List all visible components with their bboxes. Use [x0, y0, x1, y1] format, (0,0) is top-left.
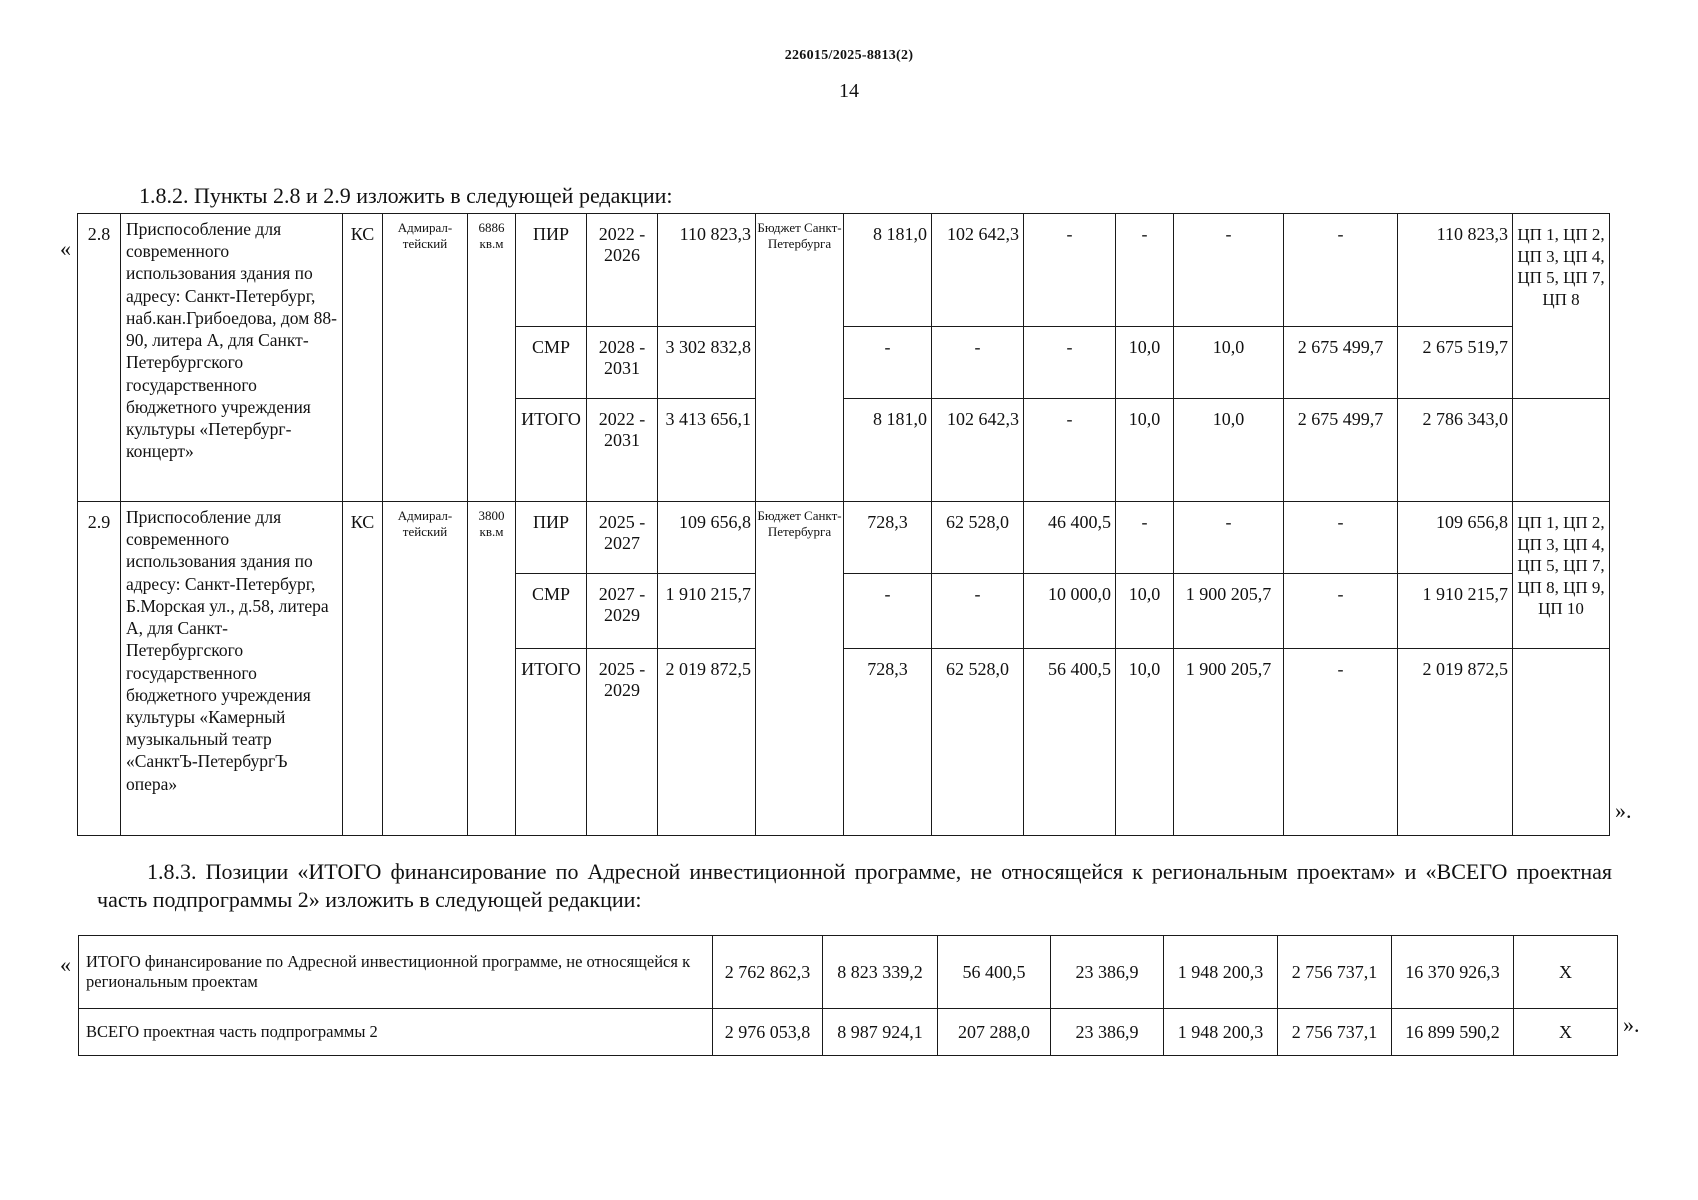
cp-list: ЦП 1, ЦП 2, ЦП 3, ЦП 4, ЦП 5, ЦП 7, ЦП 8, ЦП 9, ЦП 10 [1513, 502, 1610, 649]
totals-value: 2 976 053,8 [713, 1009, 823, 1056]
value-cell: 2 019 872,5 [1398, 649, 1513, 836]
value-cell: 10,0 [1116, 574, 1174, 649]
value-cell: 102 642,3 [932, 214, 1024, 327]
table-row [78, 214, 1610, 327]
totals-value: 2 756 737,1 [1278, 936, 1392, 1009]
value-cell: - [844, 327, 932, 399]
value-cell: 2 675 519,7 [1398, 327, 1513, 399]
closing-quote-table-2: ». [1623, 1012, 1640, 1037]
stage-cell: СМР [516, 327, 587, 399]
value-cell: - [844, 574, 932, 649]
value-cell: 728,3 [844, 502, 932, 574]
value-cell: 10 000,0 [1024, 574, 1116, 649]
item-name: Приспособление для современного использования здания по адресу: Санкт-Петербург, Б.Морская ул., д.58, литера А, для Санкт-Петербургского государственного бюджетного учреждения культуры «Камерный музыкальный театр «СанктЪ-ПетербургЪ опера» [121, 502, 343, 836]
item-district: Адмирал-тейский [383, 502, 468, 836]
item-number: 2.8 [78, 214, 121, 502]
paragraph-1-8-3: 1.8.3. Позиции «ИТОГО финансирование по Адресной инвестиционной программе, не относящейся к региональным проектам» и «ВСЕГО проектная часть подпрограммы 2» изложить в следующей редакции: [97, 859, 1612, 912]
table-row [79, 936, 1618, 1009]
item-number: 2.9 [78, 502, 121, 836]
value-cell: - [1024, 214, 1116, 327]
totals-value: 1 948 200,3 [1164, 1009, 1278, 1056]
value-cell: 2 786 343,0 [1398, 399, 1513, 502]
totals-value: Х [1514, 1009, 1618, 1056]
cp-list: ЦП 1, ЦП 2, ЦП 3, ЦП 4, ЦП 5, ЦП 7, ЦП 8 [1513, 214, 1610, 399]
item-district: Адмирал-тейский [383, 214, 468, 502]
value-cell: 10,0 [1116, 649, 1174, 836]
total-cell: 3 302 832,8 [658, 327, 756, 399]
value-cell: - [1024, 399, 1116, 502]
items-table [77, 213, 1610, 836]
totals-value: 23 386,9 [1051, 1009, 1164, 1056]
table-row [78, 502, 1610, 574]
stage-cell: ПИР [516, 502, 587, 574]
totals-value: 56 400,5 [938, 936, 1051, 1009]
totals-label: ВСЕГО проектная часть подпрограммы 2 [79, 1009, 713, 1056]
value-cell: 10,0 [1116, 327, 1174, 399]
totals-label: ИТОГО финансирование по Адресной инвестиционной программе, не относящейся к региональным проектам [79, 936, 713, 1009]
item-type: КС [343, 502, 383, 836]
totals-value: 16 370 926,3 [1392, 936, 1514, 1009]
period-cell: 2025 - 2029 [587, 649, 658, 836]
empty-cell [1513, 399, 1610, 502]
value-cell: - [1174, 214, 1284, 327]
value-cell: 728,3 [844, 649, 932, 836]
funding-source: Бюджет Санкт-Петербурга [756, 214, 844, 502]
value-cell: - [932, 327, 1024, 399]
document-number: 226015/2025-8813(2) [784, 48, 914, 63]
totals-value: 8 823 339,2 [823, 936, 938, 1009]
value-cell: 8 181,0 [844, 214, 932, 327]
empty-cell [1513, 649, 1610, 836]
totals-table [78, 935, 1618, 1056]
totals-value: 23 386,9 [1051, 936, 1164, 1009]
value-cell: 2 675 499,7 [1284, 327, 1398, 399]
value-cell: 10,0 [1116, 399, 1174, 502]
totals-value: Х [1514, 936, 1618, 1009]
totals-value: 16 899 590,2 [1392, 1009, 1514, 1056]
total-cell: 110 823,3 [658, 214, 756, 327]
value-cell: 110 823,3 [1398, 214, 1513, 327]
value-cell: 1 900 205,7 [1174, 649, 1284, 836]
period-cell: 2022 - 2026 [587, 214, 658, 327]
stage-cell: ИТОГО [516, 649, 587, 836]
totals-value: 1 948 200,3 [1164, 936, 1278, 1009]
value-cell: 62 528,0 [932, 649, 1024, 836]
item-area: 3800 кв.м [468, 502, 516, 836]
period-cell: 2027 - 2029 [587, 574, 658, 649]
totals-value: 2 762 862,3 [713, 936, 823, 1009]
totals-value: 8 987 924,1 [823, 1009, 938, 1056]
value-cell: - [1284, 214, 1398, 327]
period-cell: 2028 - 2031 [587, 327, 658, 399]
value-cell: 62 528,0 [932, 502, 1024, 574]
table-row [79, 1009, 1618, 1056]
total-cell: 1 910 215,7 [658, 574, 756, 649]
value-cell: 46 400,5 [1024, 502, 1116, 574]
value-cell: 8 181,0 [844, 399, 932, 502]
value-cell: 10,0 [1174, 399, 1284, 502]
stage-cell: ПИР [516, 214, 587, 327]
funding-source: Бюджет Санкт-Петербурга [756, 502, 844, 836]
opening-quote-table-1: « [60, 236, 71, 261]
value-cell: - [1284, 574, 1398, 649]
total-cell: 2 019 872,5 [658, 649, 756, 836]
page-number: 14 [839, 80, 859, 102]
item-name: Приспособление для современного использования здания по адресу: Санкт-Петербург, наб.кан.Грибоедова, дом 88-90, литера А, для Санкт-Петербургского государственного бюджетного учреждения культуры «Петербург-концерт» [121, 214, 343, 502]
period-cell: 2025 - 2027 [587, 502, 658, 574]
value-cell: - [1116, 502, 1174, 574]
value-cell: - [1174, 502, 1284, 574]
item-area: 6886 кв.м [468, 214, 516, 502]
value-cell: - [1284, 649, 1398, 836]
value-cell: 109 656,8 [1398, 502, 1513, 574]
paragraph-1-8-2: 1.8.2. Пункты 2.8 и 2.9 изложить в следующей редакции: [139, 183, 673, 208]
closing-quote-table-1: ». [1615, 798, 1632, 823]
total-cell: 109 656,8 [658, 502, 756, 574]
value-cell: 10,0 [1174, 327, 1284, 399]
value-cell: - [1024, 327, 1116, 399]
item-type: КС [343, 214, 383, 502]
value-cell: 1 900 205,7 [1174, 574, 1284, 649]
totals-value: 207 288,0 [938, 1009, 1051, 1056]
value-cell: - [1116, 214, 1174, 327]
value-cell: 2 675 499,7 [1284, 399, 1398, 502]
value-cell: 102 642,3 [932, 399, 1024, 502]
value-cell: 1 910 215,7 [1398, 574, 1513, 649]
total-cell: 3 413 656,1 [658, 399, 756, 502]
totals-value: 2 756 737,1 [1278, 1009, 1392, 1056]
value-cell: - [932, 574, 1024, 649]
period-cell: 2022 - 2031 [587, 399, 658, 502]
opening-quote-table-2: « [60, 952, 71, 977]
value-cell: 56 400,5 [1024, 649, 1116, 836]
stage-cell: ИТОГО [516, 399, 587, 502]
stage-cell: СМР [516, 574, 587, 649]
value-cell: - [1284, 502, 1398, 574]
